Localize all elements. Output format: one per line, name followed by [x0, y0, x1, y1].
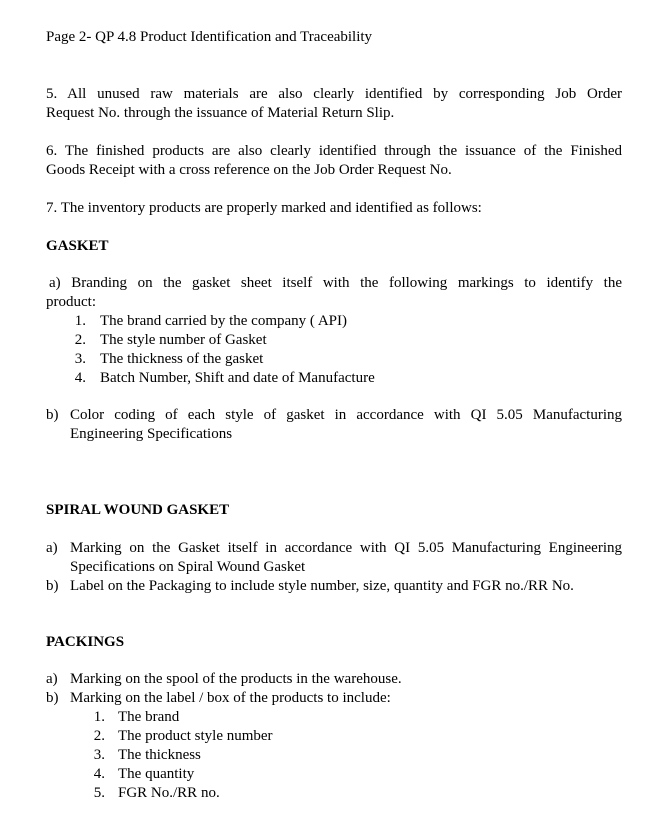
para-5-line-2: Request No. through the issuance of Material Return Slip.: [46, 105, 395, 121]
page-header: Page 2- QP 4.8 Product Identification and Traceability: [46, 29, 373, 45]
list-item: FGR No./RR no.: [118, 785, 220, 801]
spiral-a-label: a): [46, 540, 58, 556]
list-item: The thickness of the gasket: [100, 351, 264, 367]
packings-b-line-1: Marking on the label / box of the products to include:: [70, 690, 391, 706]
para-6-line-2: Goods Receipt with a cross reference on the Job Order Request No.: [46, 162, 452, 178]
gasket-heading: GASKET: [46, 238, 109, 254]
list-item-number: 2.: [74, 332, 86, 348]
gasket-b-line-2: Engineering Specifications: [70, 426, 233, 442]
list-item-number: 3.: [74, 351, 86, 367]
gasket-b-line-1: Color coding of each style of gasket in accordance with QI 5.05 Manufacturing: [70, 407, 622, 423]
list-item-number: 5.: [93, 785, 105, 801]
list-item: The product style number: [118, 728, 273, 744]
spiral-a-line-2: Specifications on Spiral Wound Gasket: [70, 559, 306, 575]
list-item-number: 3.: [93, 747, 105, 763]
packings-b-label: b): [46, 690, 59, 706]
packings-a-label: a): [46, 671, 58, 687]
list-item: The brand: [118, 709, 180, 725]
packings-a-line-1: Marking on the spool of the products in the warehouse.: [70, 671, 402, 687]
para-7: 7. The inventory products are properly marked and identified as follows:: [46, 200, 482, 216]
packings-heading: PACKINGS: [46, 634, 125, 650]
para-5-line-1: 5. All unused raw materials are also clearly identified by corresponding Job Order: [46, 86, 622, 102]
gasket-b-label: b): [46, 407, 59, 423]
list-item: Batch Number, Shift and date of Manufacture: [100, 370, 375, 386]
spiral-b-label: b): [46, 578, 59, 594]
list-item: The quantity: [118, 766, 195, 782]
spiral-a-line-1: Marking on the Gasket itself in accordance with QI 5.05 Manufacturing Engineering: [70, 540, 622, 556]
list-item-number: 1.: [74, 313, 86, 329]
spiral-b-line-1: Label on the Packaging to include style number, size, quantity and FGR no./RR No.: [70, 578, 574, 594]
list-item-number: 1.: [93, 709, 105, 725]
list-item: The style number of Gasket: [100, 332, 267, 348]
gasket-a-line-2: product:: [46, 294, 96, 310]
gasket-a-line-1: a) Branding on the gasket sheet itself with the following markings to identify the: [49, 275, 622, 291]
spiral-heading: SPIRAL WOUND GASKET: [46, 502, 230, 518]
list-item-number: 4.: [93, 766, 105, 782]
para-6-line-1: 6. The finished products are also clearly identified through the issuance of the Finished: [46, 143, 622, 159]
list-item-number: 4.: [74, 370, 86, 386]
list-item: The brand carried by the company ( API): [100, 313, 347, 329]
list-item-number: 2.: [93, 728, 105, 744]
list-item: The thickness: [118, 747, 201, 763]
